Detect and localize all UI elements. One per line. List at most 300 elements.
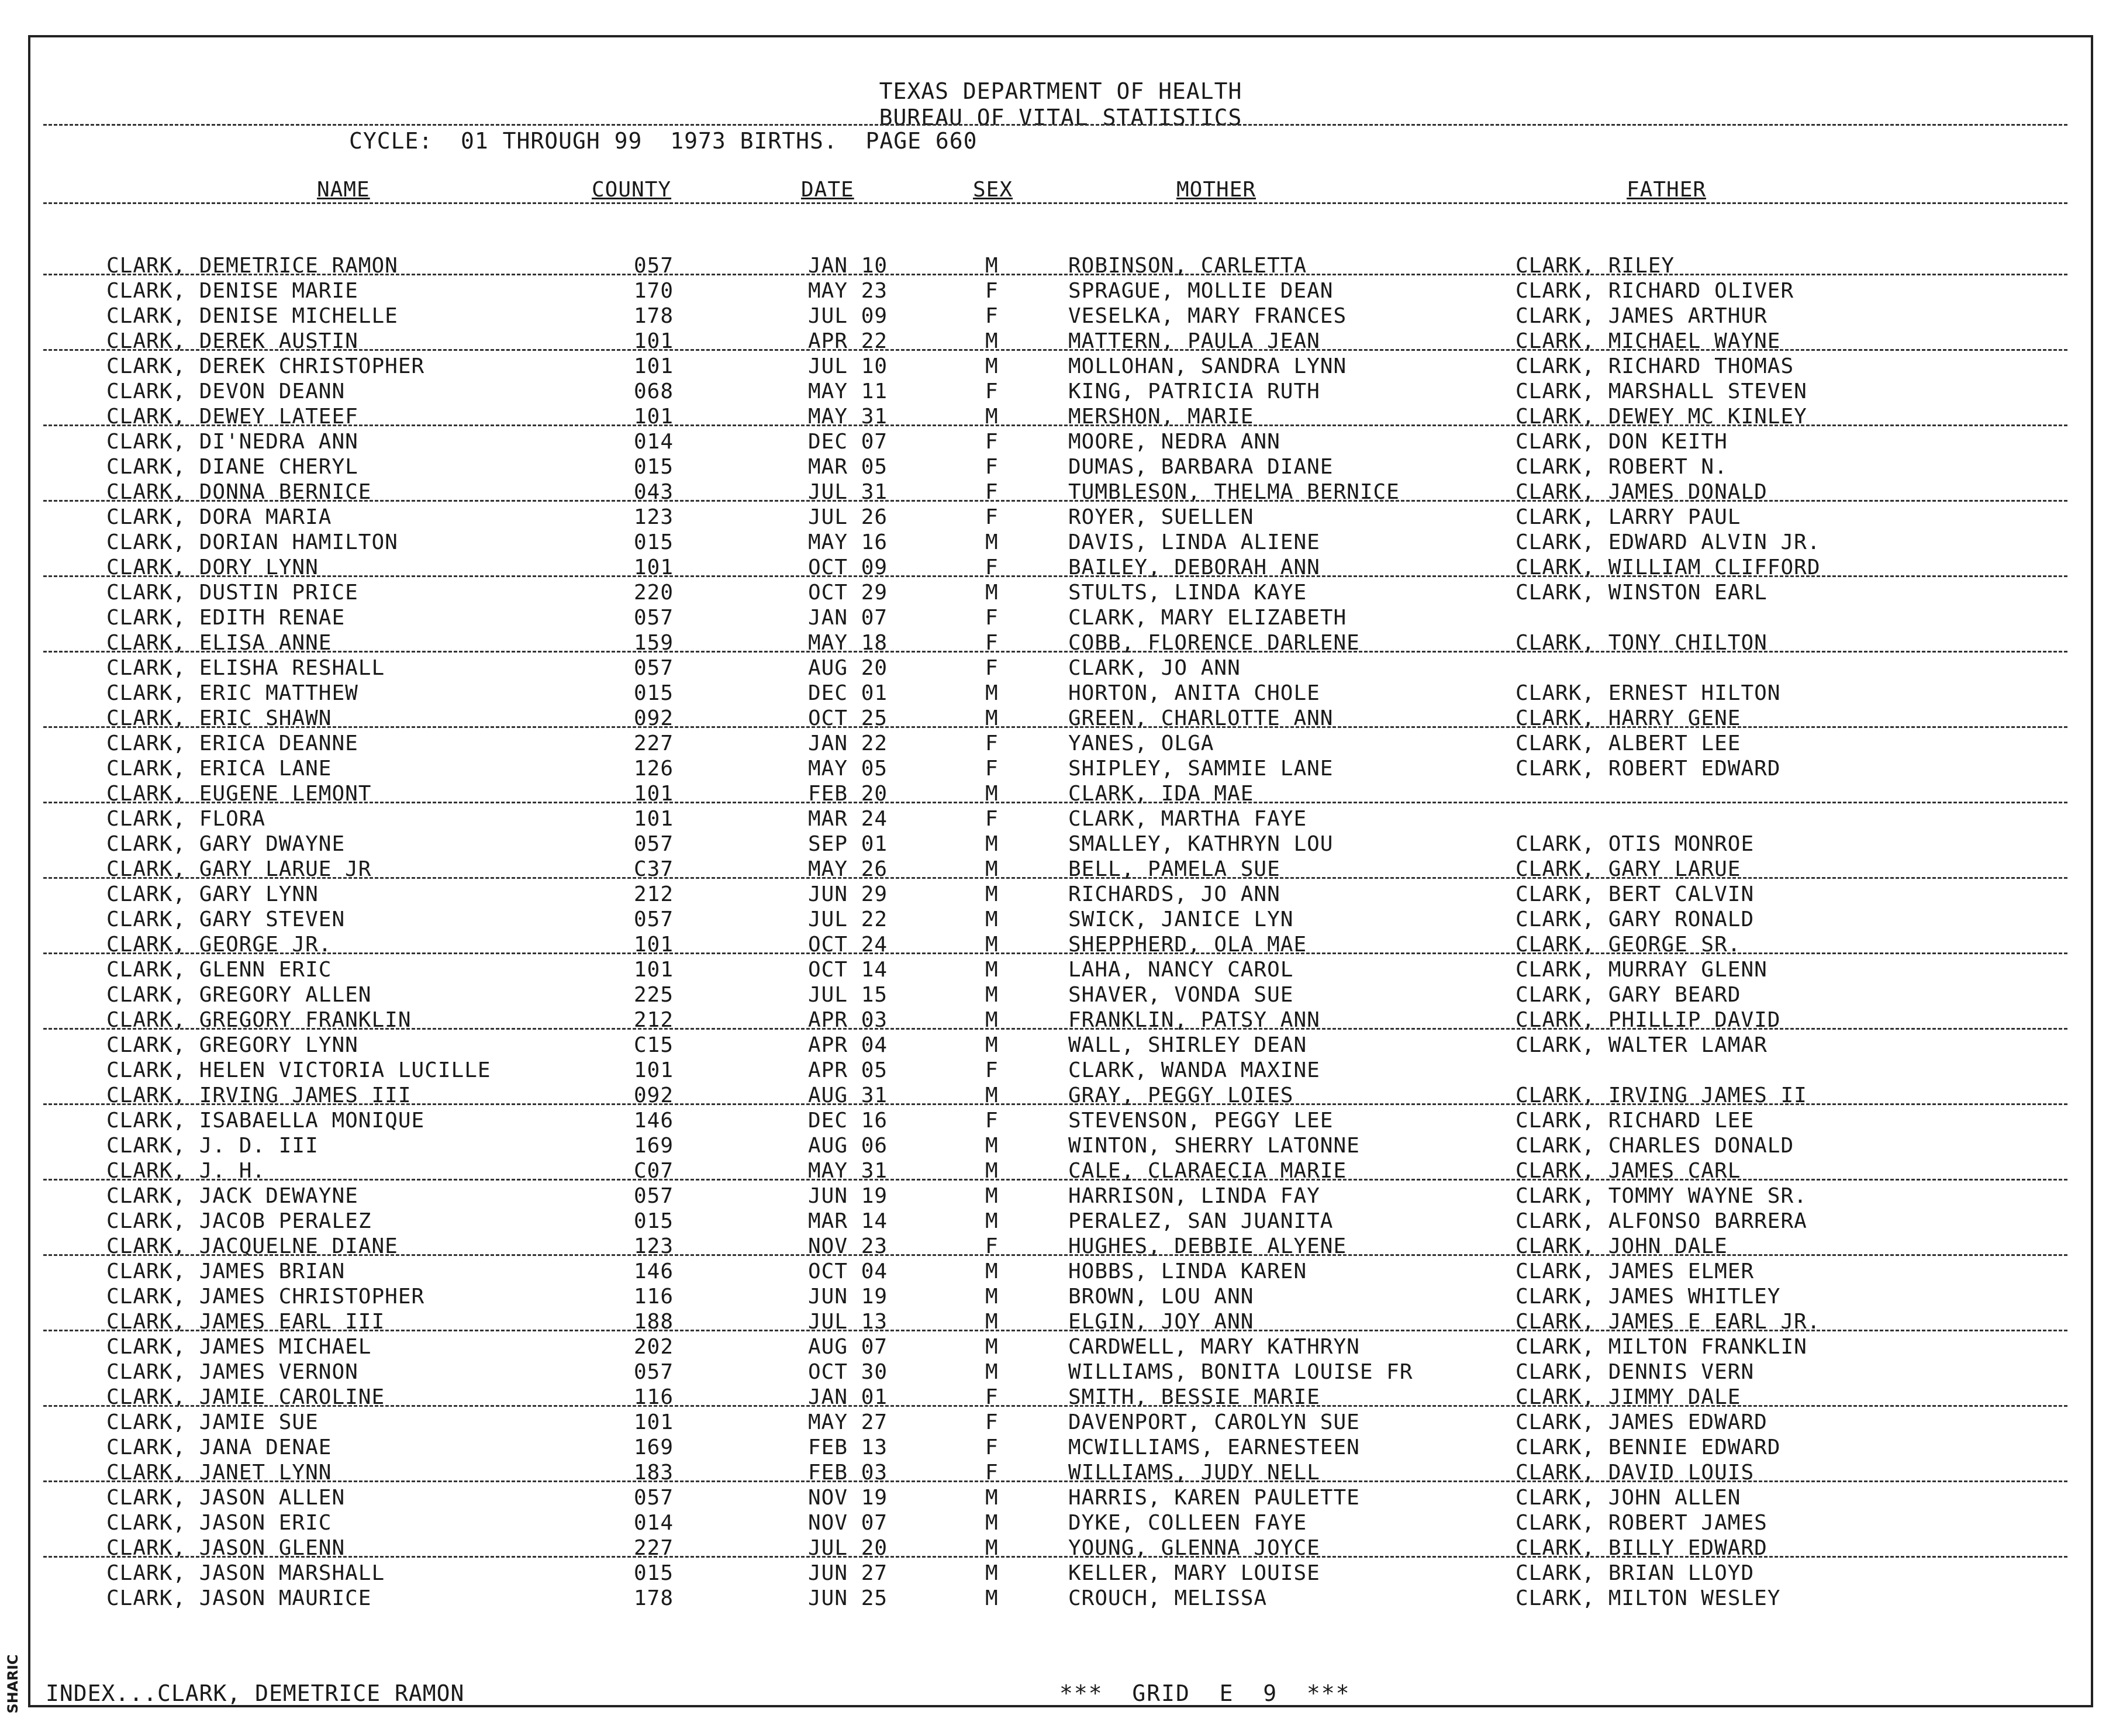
record-father: CLARK, GARY BEARD xyxy=(1516,983,1741,1007)
record-name: CLARK, IRVING JAMES III xyxy=(106,1083,412,1107)
record-father: CLARK, ROBERT EDWARD xyxy=(1516,757,1781,781)
record-father: CLARK, WALTER LAMAR xyxy=(1516,1033,1768,1057)
record-date: NOV 07 xyxy=(808,1511,888,1535)
record-county: 057 xyxy=(634,606,674,630)
record-name: CLARK, ERICA DEANNE xyxy=(106,731,358,755)
record-name: CLARK, GARY LARUE JR xyxy=(106,857,372,881)
record-row xyxy=(30,254,2091,279)
record-county: 092 xyxy=(634,706,674,730)
bureau-title: BUREAU OF VITAL STATISTICS xyxy=(879,105,1242,130)
record-row xyxy=(30,304,2091,329)
record-date: JUL 13 xyxy=(808,1310,888,1334)
record-date: JAN 01 xyxy=(808,1385,888,1409)
record-mother: VESELKA, MARY FRANCES xyxy=(1068,304,1347,328)
record-date: JUN 19 xyxy=(808,1184,888,1208)
record-date: MAY 31 xyxy=(808,1159,888,1183)
record-row xyxy=(30,857,2091,882)
record-mother: YANES, OLGA xyxy=(1068,731,1214,755)
record-sex: M xyxy=(985,405,999,429)
record-father: CLARK, WILLIAM CLIFFORD xyxy=(1516,555,1821,579)
record-county: 015 xyxy=(634,1209,674,1233)
record-name: CLARK, JASON GLENN xyxy=(106,1536,346,1560)
record-row xyxy=(30,379,2091,405)
record-mother: MCWILLIAMS, EARNESTEEN xyxy=(1068,1435,1360,1459)
record-mother: MOLLOHAN, SANDRA LYNN xyxy=(1068,354,1347,378)
record-sex: M xyxy=(985,1310,999,1334)
record-county: 092 xyxy=(634,1083,674,1107)
record-date: AUG 07 xyxy=(808,1335,888,1359)
record-date: AUG 06 xyxy=(808,1134,888,1158)
record-sex: M xyxy=(985,1561,999,1585)
record-sex: F xyxy=(985,731,999,755)
record-row xyxy=(30,1033,2091,1058)
record-name: CLARK, JACK DEWAYNE xyxy=(106,1184,358,1208)
record-name: CLARK, JAMES VERNON xyxy=(106,1360,358,1384)
record-father: CLARK, DENNIS VERN xyxy=(1516,1360,1755,1384)
record-name: CLARK, DORY LYNN xyxy=(106,555,319,579)
record-row xyxy=(30,354,2091,379)
side-label xyxy=(1,1649,25,1719)
record-date: MAR 14 xyxy=(808,1209,888,1233)
record-county: 057 xyxy=(634,254,674,278)
record-mother: SMITH, BESSIE MARIE xyxy=(1068,1385,1320,1409)
record-sex: F xyxy=(985,379,999,403)
column-header-name: NAME xyxy=(317,178,370,202)
record-father: CLARK, ROBERT N. xyxy=(1516,455,1728,479)
record-county: 183 xyxy=(634,1461,674,1485)
record-row xyxy=(30,1335,2091,1360)
record-date: NOV 23 xyxy=(808,1234,888,1258)
record-date: AUG 31 xyxy=(808,1083,888,1107)
record-date: DEC 07 xyxy=(808,430,888,454)
record-sex: M xyxy=(985,1083,999,1107)
record-sex: M xyxy=(985,857,999,881)
record-date: JUN 19 xyxy=(808,1285,888,1309)
record-county: 146 xyxy=(634,1259,674,1283)
record-county: 043 xyxy=(634,480,674,504)
record-name: CLARK, DEVON DEANN xyxy=(106,379,346,403)
record-sex: F xyxy=(985,1109,999,1133)
record-father: CLARK, MILTON FRANKLIN xyxy=(1516,1335,1807,1359)
record-mother: CLARK, MARTHA FAYE xyxy=(1068,807,1307,831)
record-name: CLARK, DEREK AUSTIN xyxy=(106,329,358,353)
record-name: CLARK, GARY LYNN xyxy=(106,882,319,906)
record-county: 101 xyxy=(634,329,674,353)
record-father: CLARK, RICHARD THOMAS xyxy=(1516,354,1794,378)
record-name: CLARK, GARY STEVEN xyxy=(106,907,346,931)
record-county: 015 xyxy=(634,455,674,479)
record-row xyxy=(30,1008,2091,1033)
record-sex: M xyxy=(985,1335,999,1359)
record-county: 015 xyxy=(634,681,674,705)
record-county: 202 xyxy=(634,1335,674,1359)
record-name: CLARK, GARY DWAYNE xyxy=(106,832,346,856)
record-county: 225 xyxy=(634,983,674,1007)
record-mother: BAILEY, DEBORAH ANN xyxy=(1068,555,1320,579)
record-date: OCT 29 xyxy=(808,581,888,605)
record-father: CLARK, ALFONSO BARRERA xyxy=(1516,1209,1807,1233)
record-row xyxy=(30,279,2091,304)
record-date: JUN 27 xyxy=(808,1561,888,1585)
record-mother: CLARK, JO ANN xyxy=(1068,656,1241,680)
record-row xyxy=(30,807,2091,832)
record-mother: HUGHES, DEBBIE ALYENE xyxy=(1068,1234,1347,1258)
record-county: 220 xyxy=(634,581,674,605)
record-county: 101 xyxy=(634,782,674,806)
record-date: JUL 20 xyxy=(808,1536,888,1560)
record-row xyxy=(30,958,2091,983)
record-county: 116 xyxy=(634,1385,674,1409)
record-row xyxy=(30,1410,2091,1435)
record-mother: DYKE, COLLEEN FAYE xyxy=(1068,1511,1307,1535)
record-mother: CLARK, IDA MAE xyxy=(1068,782,1254,806)
record-row xyxy=(30,933,2091,958)
record-county: 188 xyxy=(634,1310,674,1334)
record-county: 101 xyxy=(634,933,674,957)
record-name: CLARK, GREGORY LYNN xyxy=(106,1033,358,1057)
record-county: 178 xyxy=(634,1586,674,1610)
record-row xyxy=(30,1486,2091,1511)
record-date: DEC 16 xyxy=(808,1109,888,1133)
record-mother: MERSHON, MARIE xyxy=(1068,405,1254,429)
record-county: 123 xyxy=(634,505,674,529)
record-sex: F xyxy=(985,1385,999,1409)
record-father: CLARK, TOMMY WAYNE SR. xyxy=(1516,1184,1807,1208)
record-father: CLARK, CHARLES DONALD xyxy=(1516,1134,1794,1158)
record-date: OCT 25 xyxy=(808,706,888,730)
record-row xyxy=(30,530,2091,555)
record-county: 169 xyxy=(634,1134,674,1158)
record-sex: F xyxy=(985,1410,999,1434)
record-county: 057 xyxy=(634,907,674,931)
record-row xyxy=(30,1561,2091,1586)
record-date: FEB 13 xyxy=(808,1435,888,1459)
record-date: APR 03 xyxy=(808,1008,888,1032)
record-county: 015 xyxy=(634,530,674,554)
record-county: 101 xyxy=(634,555,674,579)
record-row xyxy=(30,782,2091,807)
record-name: CLARK, DUSTIN PRICE xyxy=(106,581,358,605)
record-name: CLARK, GEORGE JR. xyxy=(106,933,332,957)
record-row xyxy=(30,1234,2091,1259)
record-name: CLARK, GLENN ERIC xyxy=(106,958,332,982)
record-date: MAY 05 xyxy=(808,757,888,781)
record-date: OCT 09 xyxy=(808,555,888,579)
record-father: CLARK, HARRY GENE xyxy=(1516,706,1741,730)
record-county: 057 xyxy=(634,1184,674,1208)
record-father: CLARK, JAMES E EARL JR. xyxy=(1516,1310,1821,1334)
record-sex: F xyxy=(985,757,999,781)
record-row xyxy=(30,1083,2091,1109)
records-list xyxy=(30,254,2091,1611)
record-date: JUL 31 xyxy=(808,480,888,504)
record-sex: F xyxy=(985,631,999,655)
record-county: 057 xyxy=(634,656,674,680)
record-father: CLARK, JAMES DONALD xyxy=(1516,480,1768,504)
document-page xyxy=(28,35,2093,1707)
record-name: CLARK, JACOB PERALEZ xyxy=(106,1209,372,1233)
record-name: CLARK, DEREK CHRISTOPHER xyxy=(106,354,425,378)
record-name: CLARK, JASON ERIC xyxy=(106,1511,332,1535)
record-name: CLARK, JANET LYNN xyxy=(106,1461,332,1485)
record-mother: LAHA, NANCY CAROL xyxy=(1068,958,1294,982)
record-mother: CROUCH, MELISSA xyxy=(1068,1586,1268,1610)
column-header-sex: SEX xyxy=(973,178,1013,202)
record-row xyxy=(30,555,2091,581)
record-name: CLARK, DENISE MICHELLE xyxy=(106,304,398,328)
record-mother: WILLIAMS, JUDY NELL xyxy=(1068,1461,1320,1485)
record-sex: F xyxy=(985,807,999,831)
record-name: CLARK, ELISA ANNE xyxy=(106,631,332,655)
record-county: C15 xyxy=(634,1033,674,1057)
record-date: JUL 09 xyxy=(808,304,888,328)
record-name: CLARK, JAMIE CAROLINE xyxy=(106,1385,385,1409)
record-row xyxy=(30,656,2091,681)
record-father: CLARK, EDWARD ALVIN JR. xyxy=(1516,530,1821,554)
record-mother: TUMBLESON, THELMA BERNICE xyxy=(1068,480,1400,504)
record-mother: WILLIAMS, BONITA LOUISE FR xyxy=(1068,1360,1413,1384)
record-date: JUL 10 xyxy=(808,354,888,378)
record-name: CLARK, ERIC MATTHEW xyxy=(106,681,358,705)
record-date: MAY 26 xyxy=(808,857,888,881)
record-date: OCT 14 xyxy=(808,958,888,982)
record-mother: MATTERN, PAULA JEAN xyxy=(1068,329,1320,353)
record-father: CLARK, JAMES WHITLEY xyxy=(1516,1285,1781,1309)
record-sex: M xyxy=(985,882,999,906)
record-row xyxy=(30,606,2091,631)
record-county: 123 xyxy=(634,1234,674,1258)
column-header-mother: MOTHER xyxy=(1176,178,1256,202)
record-sex: F xyxy=(985,656,999,680)
record-father: CLARK, DEWEY MC KINLEY xyxy=(1516,405,1807,429)
record-row xyxy=(30,1159,2091,1184)
record-mother: GREEN, CHARLOTTE ANN xyxy=(1068,706,1334,730)
record-sex: M xyxy=(985,1360,999,1384)
record-date: JUL 22 xyxy=(808,907,888,931)
record-father: CLARK, WINSTON EARL xyxy=(1516,581,1768,605)
record-date: JUN 25 xyxy=(808,1586,888,1610)
record-row xyxy=(30,983,2091,1008)
record-row xyxy=(30,1109,2091,1134)
record-row xyxy=(30,631,2091,656)
record-mother: ROBINSON, CARLETTA xyxy=(1068,254,1307,278)
record-county: 227 xyxy=(634,731,674,755)
record-father: CLARK, DAVID LOUIS xyxy=(1516,1461,1755,1485)
record-sex: F xyxy=(985,1234,999,1258)
record-row xyxy=(30,757,2091,782)
record-father: CLARK, PHILLIP DAVID xyxy=(1516,1008,1781,1032)
record-county: 014 xyxy=(634,1511,674,1535)
record-county: 170 xyxy=(634,279,674,303)
record-father: CLARK, BILLY EDWARD xyxy=(1516,1536,1768,1560)
record-row xyxy=(30,1511,2091,1536)
record-father: CLARK, BERT CALVIN xyxy=(1516,882,1755,906)
record-mother: YOUNG, GLENNA JOYCE xyxy=(1068,1536,1320,1560)
record-sex: M xyxy=(985,1285,999,1309)
record-name: CLARK, DIANE CHERYL xyxy=(106,455,358,479)
record-row xyxy=(30,1285,2091,1310)
record-name: CLARK, DORIAN HAMILTON xyxy=(106,530,398,554)
record-row xyxy=(30,1435,2091,1461)
record-row xyxy=(30,907,2091,933)
record-county: 146 xyxy=(634,1109,674,1133)
record-mother: CLARK, WANDA MAXINE xyxy=(1068,1058,1320,1082)
record-date: JUL 26 xyxy=(808,505,888,529)
record-father: CLARK, OTIS MONROE xyxy=(1516,832,1755,856)
record-date: DEC 01 xyxy=(808,681,888,705)
record-row xyxy=(30,430,2091,455)
record-mother: HOBBS, LINDA KAREN xyxy=(1068,1259,1307,1283)
footer-index: INDEX...CLARK, DEMETRICE RAMON xyxy=(46,1680,465,1706)
record-name: CLARK, DORA MARIA xyxy=(106,505,332,529)
record-row xyxy=(30,1536,2091,1561)
record-county: 101 xyxy=(634,354,674,378)
record-mother: SHAVER, VONDA SUE xyxy=(1068,983,1294,1007)
record-father: CLARK, JIMMY DALE xyxy=(1516,1385,1741,1409)
record-county: 227 xyxy=(634,1536,674,1560)
record-date: MAY 31 xyxy=(808,405,888,429)
record-county: 057 xyxy=(634,1360,674,1384)
record-sex: M xyxy=(985,1159,999,1183)
column-header-county: COUNTY xyxy=(592,178,672,202)
record-sex: F xyxy=(985,455,999,479)
record-sex: M xyxy=(985,1586,999,1610)
record-mother: KING, PATRICIA RUTH xyxy=(1068,379,1320,403)
cycle-line: CYCLE: 01 THROUGH 99 1973 BIRTHS. PAGE 660 xyxy=(349,128,978,154)
record-name: CLARK, DENISE MARIE xyxy=(106,279,358,303)
record-mother: BROWN, LOU ANN xyxy=(1068,1285,1254,1309)
record-county: 159 xyxy=(634,631,674,655)
record-date: FEB 20 xyxy=(808,782,888,806)
footer-grid: *** GRID E 9 *** xyxy=(1059,1680,1351,1706)
record-sex: M xyxy=(985,1209,999,1233)
record-date: OCT 24 xyxy=(808,933,888,957)
record-father: CLARK, RICHARD OLIVER xyxy=(1516,279,1794,303)
record-father: CLARK, ROBERT JAMES xyxy=(1516,1511,1768,1535)
column-header-father: FATHER xyxy=(1627,178,1707,202)
record-date: MAR 05 xyxy=(808,455,888,479)
record-father: CLARK, MILTON WESLEY xyxy=(1516,1586,1781,1610)
record-name: CLARK, JAMIE SUE xyxy=(106,1410,319,1434)
record-county: 101 xyxy=(634,807,674,831)
record-father: CLARK, MURRAY GLENN xyxy=(1516,958,1768,982)
record-county: 212 xyxy=(634,882,674,906)
record-sex: M xyxy=(985,832,999,856)
record-sex: F xyxy=(985,606,999,630)
record-mother: DAVENPORT, CAROLYN SUE xyxy=(1068,1410,1360,1434)
record-row xyxy=(30,1058,2091,1083)
record-father: CLARK, GARY LARUE xyxy=(1516,857,1741,881)
record-county: 116 xyxy=(634,1285,674,1309)
record-sex: M xyxy=(985,1259,999,1283)
record-father: CLARK, JOHN ALLEN xyxy=(1516,1486,1741,1510)
record-county: 101 xyxy=(634,1410,674,1434)
record-date: OCT 30 xyxy=(808,1360,888,1384)
record-county: 057 xyxy=(634,1486,674,1510)
record-sex: M xyxy=(985,681,999,705)
record-county: 014 xyxy=(634,430,674,454)
record-sex: F xyxy=(985,505,999,529)
record-mother: SHIPLEY, SAMMIE LANE xyxy=(1068,757,1334,781)
record-row xyxy=(30,731,2091,757)
record-date: APR 05 xyxy=(808,1058,888,1082)
record-county: 101 xyxy=(634,958,674,982)
record-father: CLARK, JAMES ELMER xyxy=(1516,1259,1755,1283)
record-father: CLARK, TONY CHILTON xyxy=(1516,631,1768,655)
record-sex: M xyxy=(985,581,999,605)
record-sex: M xyxy=(985,354,999,378)
record-county: C07 xyxy=(634,1159,674,1183)
record-name: CLARK, DI'NEDRA ANN xyxy=(106,430,358,454)
record-row xyxy=(30,329,2091,354)
record-father: CLARK, ALBERT LEE xyxy=(1516,731,1741,755)
record-row xyxy=(30,1385,2091,1410)
record-date: MAR 24 xyxy=(808,807,888,831)
record-mother: WALL, SHIRLEY DEAN xyxy=(1068,1033,1307,1057)
record-date: FEB 03 xyxy=(808,1461,888,1485)
record-name: CLARK, ERICA LANE xyxy=(106,757,332,781)
record-name: CLARK, HELEN VICTORIA LUCILLE xyxy=(106,1058,491,1082)
record-name: CLARK, EUGENE LEMONT xyxy=(106,782,372,806)
record-name: CLARK, JASON MAURICE xyxy=(106,1586,372,1610)
record-county: 169 xyxy=(634,1435,674,1459)
record-name: CLARK, JASON MARSHALL xyxy=(106,1561,385,1585)
record-mother: CLARK, MARY ELIZABETH xyxy=(1068,606,1347,630)
record-name: CLARK, ISABAELLA MONIQUE xyxy=(106,1109,425,1133)
record-sex: M xyxy=(985,1184,999,1208)
record-father: CLARK, MICHAEL WAYNE xyxy=(1516,329,1781,353)
record-date: JAN 07 xyxy=(808,606,888,630)
record-sex: F xyxy=(985,279,999,303)
record-mother: SPRAGUE, MOLLIE DEAN xyxy=(1068,279,1334,303)
record-name: CLARK, DONNA BERNICE xyxy=(106,480,372,504)
record-mother: KELLER, MARY LOUISE xyxy=(1068,1561,1320,1585)
record-row xyxy=(30,480,2091,505)
record-date: APR 04 xyxy=(808,1033,888,1057)
record-county: 178 xyxy=(634,304,674,328)
record-sex: F xyxy=(985,1461,999,1485)
record-name: CLARK, GREGORY FRANKLIN xyxy=(106,1008,412,1032)
record-row xyxy=(30,1209,2091,1234)
record-mother: HARRIS, KAREN PAULETTE xyxy=(1068,1486,1360,1510)
record-father: CLARK, GARY RONALD xyxy=(1516,907,1755,931)
side-label-text: SHARIC xyxy=(5,1654,21,1714)
record-mother: ELGIN, JOY ANN xyxy=(1068,1310,1254,1334)
record-date: NOV 19 xyxy=(808,1486,888,1510)
record-name: CLARK, JAMES CHRISTOPHER xyxy=(106,1285,425,1309)
record-row xyxy=(30,581,2091,606)
record-county: 101 xyxy=(634,405,674,429)
record-father: CLARK, LARRY PAUL xyxy=(1516,505,1741,529)
record-father: CLARK, JAMES ARTHUR xyxy=(1516,304,1768,328)
record-sex: M xyxy=(985,1511,999,1535)
record-mother: STEVENSON, PEGGY LEE xyxy=(1068,1109,1334,1133)
record-sex: M xyxy=(985,1536,999,1560)
record-sex: F xyxy=(985,1435,999,1459)
record-mother: FRANKLIN, PATSY ANN xyxy=(1068,1008,1320,1032)
record-date: AUG 20 xyxy=(808,656,888,680)
record-mother: STULTS, LINDA KAYE xyxy=(1068,581,1307,605)
record-name: CLARK, JACQUELNE DIANE xyxy=(106,1234,398,1258)
record-father: CLARK, DON KEITH xyxy=(1516,430,1728,454)
record-sex: M xyxy=(985,1486,999,1510)
record-mother: GRAY, PEGGY LOIES xyxy=(1068,1083,1294,1107)
record-mother: SWICK, JANICE LYN xyxy=(1068,907,1294,931)
record-father: CLARK, RILEY xyxy=(1516,254,1675,278)
record-mother: SHEPPHERD, OLA MAE xyxy=(1068,933,1307,957)
record-father: CLARK, IRVING JAMES II xyxy=(1516,1083,1807,1107)
record-father: CLARK, JAMES EDWARD xyxy=(1516,1410,1768,1434)
